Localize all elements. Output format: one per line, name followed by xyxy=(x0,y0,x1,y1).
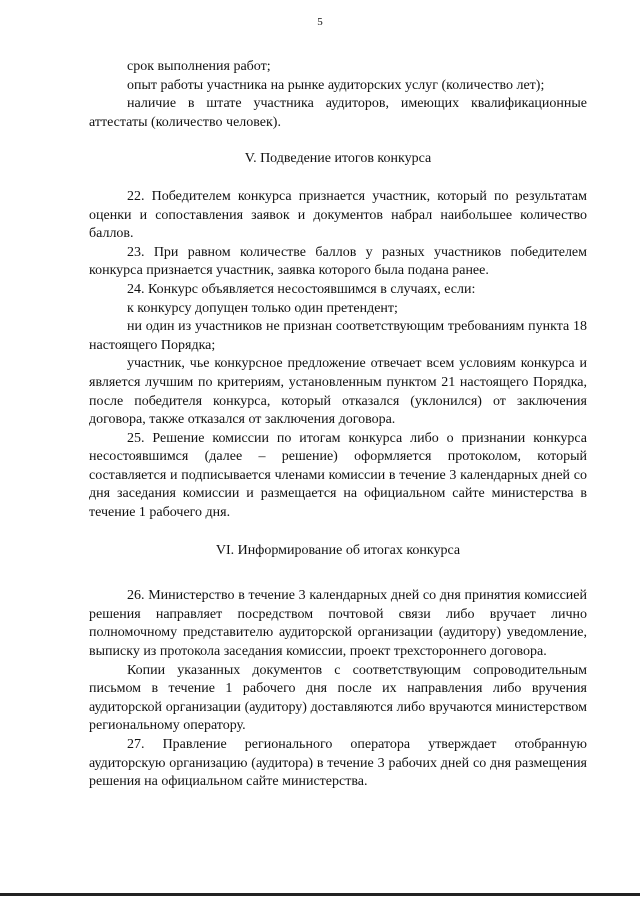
section-5-title: V. Подведение итогов конкурса xyxy=(244,151,432,167)
paragraph: Копии указанных документов с соответствующим сопроводительным письмом в течение 1 рабочего дня после их направления либо вручения аудиторской организации (аудитору) доставляются либо вручаются министерством региональному оператору. xyxy=(89,662,587,734)
paragraph: 27. Правление регионального оператора утверждает отобранную аудиторскую организацию (аудитора) в течение 3 рабочих дней со дня размещения решения на официальном сайте министерства. xyxy=(89,737,587,790)
section-6-title: VI. Информирование об итогах конкурса xyxy=(215,542,461,558)
document-body xyxy=(89,58,587,792)
paragraph: ни один из участников не признан соответствующим требованиям пункта 18 настоящего Порядка; xyxy=(89,319,587,353)
paragraph: участник, чье конкурсное предложение отвечает всем условиям конкурса и является лучшим по критериям, установленным пунктом 21 настоящего Порядка, после победителя конкурса, который отказался (уклонился) от заключения договора, также отказался от заключения договора. xyxy=(89,356,587,428)
list-item: срок выполнения работ; xyxy=(127,59,271,74)
paragraph: 26. Министерство в течение 3 календарных дней со дня принятия комиссией решения направляет посредством почтовой связи либо вручает лично полномочному представителю аудиторской организации (аудитору) уведомление, выписку из протокола заседания комиссии, проект трехстороннего договора. xyxy=(89,588,587,660)
paragraph: 22. Победителем конкурса признается участник, который по результатам оценки и сопоставления заявок и документов набрал наибольшее количество баллов. xyxy=(89,188,587,242)
bottom-rule xyxy=(0,893,640,896)
list-item: опыт работы участника на рынке аудиторских услуг (количество лет); xyxy=(127,77,545,93)
paragraph: 23. При равном количестве баллов у разных участников победителем конкурса признается участник, заявка которого была подана ранее. xyxy=(89,244,587,279)
paragraph: к конкурсу допущен только один претендент; xyxy=(127,300,398,316)
list-item: наличие в штате участника аудиторов, имеющих квалификационные аттестаты (количество человек). xyxy=(89,96,587,130)
paragraph: 25. Решение комиссии по итогам конкурса либо о признании конкурса несостоявшимся (далее – решение) оформляется протоколом, который составляется и подписывается членами комиссии в течение 3 календарных дней со дня заседания комиссии и размещается на официальном сайте министерства в течение 1 рабочего дня. xyxy=(89,430,587,521)
page-number: 5 xyxy=(317,16,323,28)
paragraph: 24. Конкурс объявляется несостоявшимся в случаях, если: xyxy=(127,281,476,297)
